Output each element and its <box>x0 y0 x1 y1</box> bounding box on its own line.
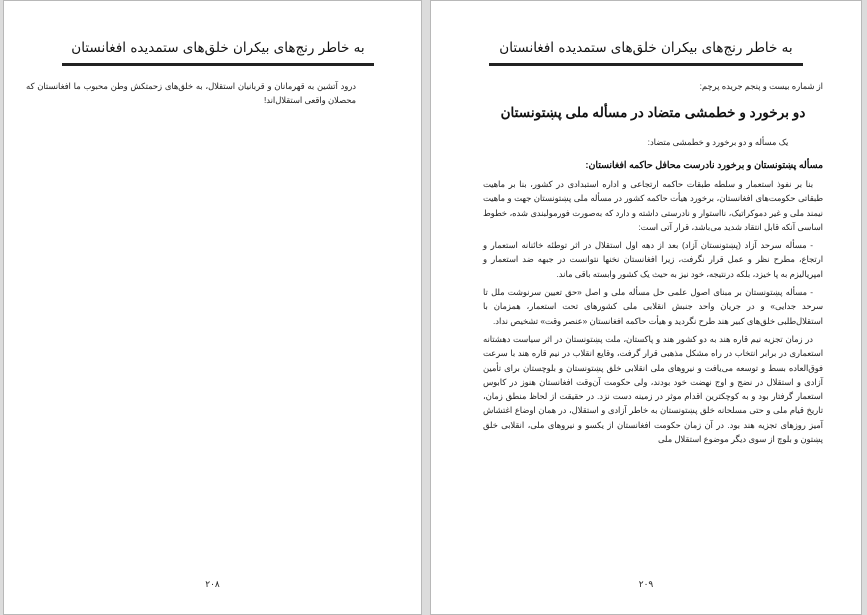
page-number: ۲۰۹ <box>638 580 654 590</box>
article-subheading: مسأله پښتونستان و برخورد نادرست محافل حاکمه افغانستان: <box>585 159 823 170</box>
paragraph: بنا بر نفوذ استعمار و سلطه طبقات حاکمه ارتجاعی و اداره استبدادی در کشور، بنا بر ماهیت طبقاتی حکومت‌های افغانستان، برخورد هیأت حاکمه کشور در مسأله ملی پښتونستان جهت و ماهیت نیمند ملی و غیر دموکراتیک، نااستوار و نادرستی داشته و دارد که به‌صورت فورمولبندی شده، خطوط اساسی آنکه قابل انتقاد شدید می‌باشد، قرار آتی است: <box>483 179 823 232</box>
page-209 <box>430 0 862 615</box>
article-headline: دو برخورد و خطمشی متضاد در مسأله ملی پښتونستان <box>500 105 806 120</box>
header-rule <box>62 63 374 66</box>
paragraph: - مسأله پښتونستان بر مبنای اصول علمی حل مسأله ملی و اصل «حق تعیین سرنوشت ملل تا سرحد جدایی» و در جریان واحد جنبش انقلابی ملی کشورهای تحت استعمار، همزمان با استقلال‌طلبی خلق‌های کبیر هند طرح نگردید و هیأت حاکمه افغانستان «عنصر وقت» تشخیص نداد. <box>483 287 823 326</box>
header-rule <box>489 63 803 66</box>
paragraph: در زمان تجزیه نیم قاره هند به دو کشور هند و پاکستان، ملت پښتونستان در اثر سیاست دهشتانه استعماری در برابر انتخاب در راه مشکل مذهبی قرار گرفت، وقایع انقلاب در نیم قاره هند با سرعت فوق‌العاده بسط و توسعه می‌یافت و نیروهای ملی انقلابی خلق پښتونستان و بلوچستان برای تأمین آزادی و استقلال در نضج و اوج نهضت خود بودند، ولی حکومت آن‌وقت افغانستان هنوز در کابوس استعمار گرفتار بود و به کوچکترین اقدام موثر در زمینه دست نزد. در حقیقت از لحاظ منطق زمان، تاریخ قیام ملی و حتی مسلحانه خلق پښتونستان به خاطر آزادی و استقلال، در همان اوضاع اغتشاش آمیز روزهای تجزیه هند بود. در آن زمان حکومت افغانستان از یکسو و نیروهای ملی، انقلابی خلق پښتون و بلوچ از سوی دیگر موضوع استقلال ملی <box>483 333 823 445</box>
dedication-text: درود آتشین به قهرمانان و قربانیان استقلال، به خلق‌های زحمتکش وطن محبوب ما افغانستان که محصلان واقعی استقلال‌اند! <box>26 81 356 106</box>
running-head: به خاطر رنج‌های بیکران خلق‌های ستمدیده افغانستان <box>499 40 793 56</box>
page-number: ۲۰۸ <box>205 580 220 590</box>
paragraph: - مسأله سرحد آزاد (پښتونستان آزاد) بعد از دهه اول استقلال در اثر توطئه خائنانه استعمار و ارتجاع، مطرح نظر و عمل قرار نگرفت، زیرا افغانستان نخنها نتوانست در جبهه ضد استعمار و امپریالیزم به پا خیزد، بلکه درنتیجه، خود نیز به حیث یک کشور وابسته باقی ماند. <box>483 240 823 279</box>
article-source: از شماره بیست و پنجم جریده پرچم: <box>699 81 823 91</box>
article-lead: یک مسأله و دو برخورد و خطمشی متضاد: <box>647 137 789 147</box>
running-head: به خاطر رنج‌های بیکران خلق‌های ستمدیده افغانستان <box>71 40 365 56</box>
article-content <box>483 79 823 450</box>
page-208 <box>3 0 422 615</box>
